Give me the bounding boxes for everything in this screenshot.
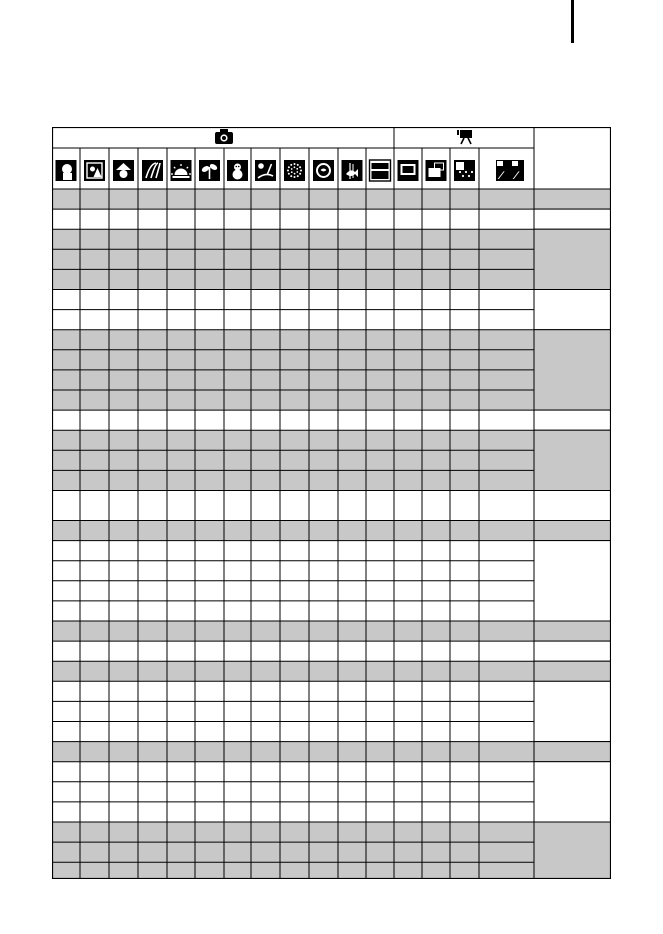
table-row — [52, 601, 534, 621]
remarks-cell — [534, 430, 611, 490]
table-row — [52, 491, 534, 521]
table-row — [52, 782, 534, 802]
table-row — [52, 370, 534, 390]
table-row — [52, 310, 534, 330]
compact-movie-icon — [426, 160, 447, 181]
table-row — [52, 742, 534, 762]
page-edge-marker — [571, 0, 574, 43]
remarks-cell — [534, 410, 611, 430]
remarks-cell — [534, 290, 611, 330]
table-row — [52, 541, 534, 561]
remarks-cell — [534, 209, 611, 229]
table-row — [52, 410, 534, 430]
remarks-cell — [534, 641, 611, 661]
table-row — [52, 430, 534, 450]
remarks-cell — [534, 521, 611, 541]
table-row — [52, 350, 534, 370]
table-row — [52, 209, 534, 229]
table-row — [52, 229, 534, 249]
snow-icon — [227, 160, 248, 181]
remarks-header-cell — [534, 127, 611, 189]
table-row — [52, 561, 534, 581]
kids-pets-icon — [84, 160, 105, 181]
table-row — [52, 269, 534, 289]
table-row — [52, 762, 534, 782]
table-row — [52, 681, 534, 701]
remarks-cell — [534, 541, 611, 621]
remarks-cell — [534, 189, 611, 209]
portrait-icon — [56, 160, 77, 181]
fireworks-icon — [284, 160, 305, 181]
table-row — [52, 842, 534, 862]
table-row — [52, 621, 534, 641]
table-row — [52, 802, 534, 822]
remarks-cell — [534, 762, 611, 822]
color-accent-movie-icon — [454, 160, 475, 181]
flower-icon — [199, 160, 220, 181]
beach-icon — [255, 160, 276, 181]
standard-movie-icon — [398, 160, 419, 181]
remarks-cell — [534, 822, 611, 879]
table-row — [52, 330, 534, 350]
table-grid — [52, 127, 611, 879]
remarks-cell — [534, 681, 611, 741]
table-row — [52, 189, 534, 209]
table-row — [52, 290, 534, 310]
table-row — [52, 470, 534, 490]
table-row — [52, 390, 534, 410]
svg-text:∕: ∕ — [500, 170, 502, 182]
table-row — [52, 722, 534, 742]
underwater-icon — [342, 160, 363, 181]
remarks-cell — [534, 621, 611, 641]
foliage-icon — [142, 160, 163, 181]
table-row — [52, 641, 534, 661]
table-row — [52, 521, 534, 541]
iso-3200-icon — [370, 160, 391, 181]
sunset-icon — [171, 160, 192, 181]
remarks-cell — [534, 491, 611, 521]
remarks-cell — [534, 229, 611, 289]
table-row — [52, 822, 534, 842]
table-row — [52, 661, 534, 681]
svg-text:∕: ∕ — [515, 170, 517, 182]
color-swap-movie-icon — [496, 160, 524, 182]
table-row — [52, 450, 534, 470]
aquarium-icon — [313, 160, 334, 181]
table-row — [52, 249, 534, 269]
table-row — [52, 862, 534, 879]
remarks-cell — [534, 742, 611, 762]
indoor-icon — [113, 160, 134, 181]
table-row — [52, 581, 534, 601]
remarks-cell — [534, 330, 611, 410]
scene-function-table — [52, 127, 611, 879]
remarks-cell — [534, 661, 611, 681]
table-row — [52, 701, 534, 721]
